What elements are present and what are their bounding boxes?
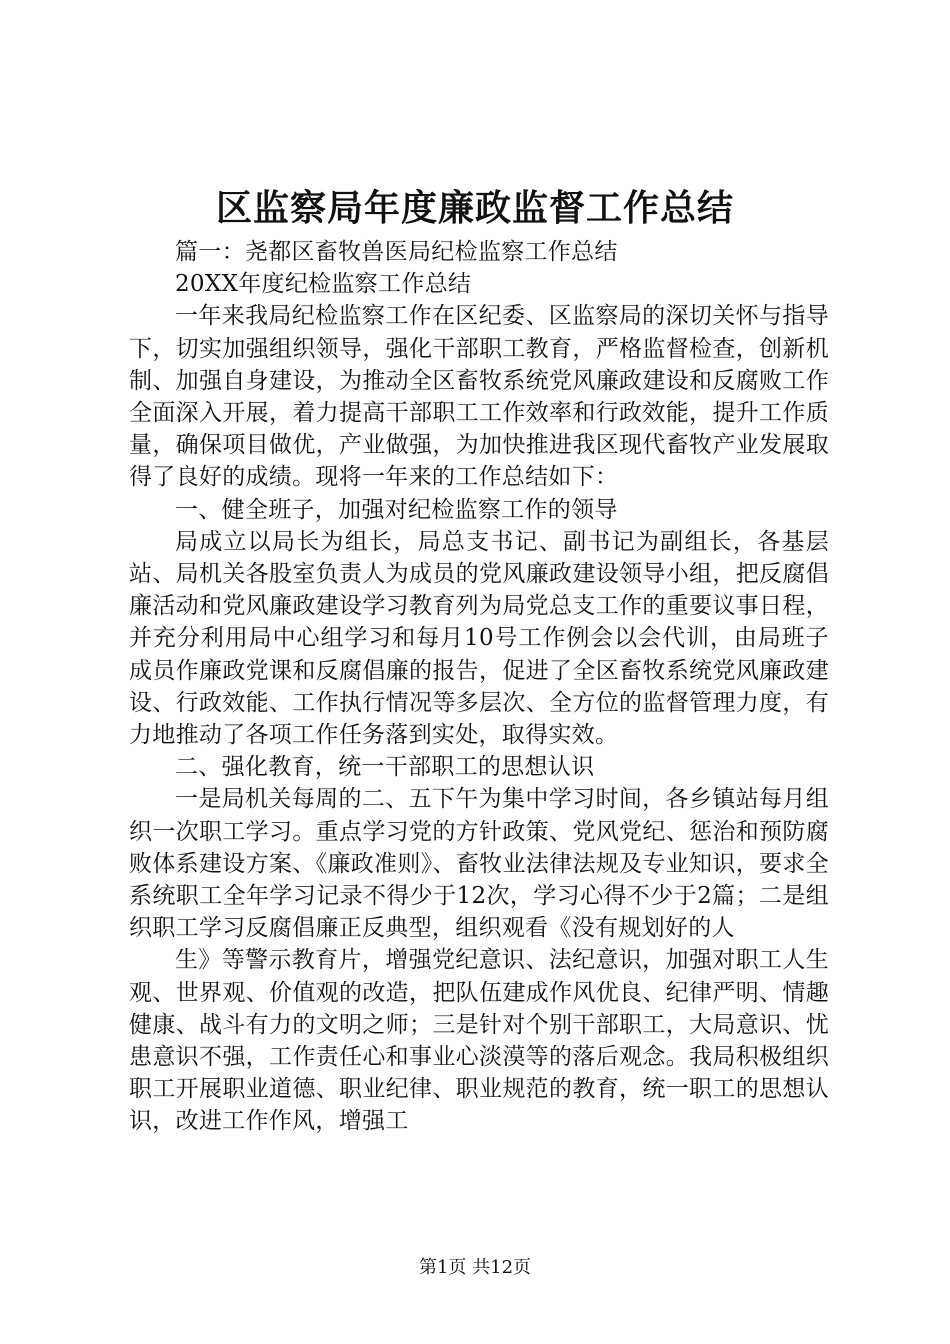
section-heading-2: 二、强化教育，统一干部职工的思想认识 bbox=[175, 754, 595, 781]
document-title: 区监察局年度廉政监督工作总结 bbox=[215, 187, 734, 229]
document-body bbox=[129, 236, 829, 1138]
page-number: 第1页 共12页 bbox=[418, 1257, 532, 1278]
paragraph-section-1: 局成立以局长为组长，局总支书记、副书记为副组长，各基层站、局机关各股室负责人为成员的党风廉政建设领导小组，把反腐倡廉活动和党风廉政建设学习教育列为局党总支工作的重要议事日程，并充分利用局中心组学习和每月10号工作例会以会代训，由局班子成员作廉政党课和反腐倡廉的报告，促进了全区畜牧系统党风廉政建设、行政效能、工作执行情况等多层次、全方位的监督管理力度，有力地推动了各项工作任务落到实处，取得实效。 bbox=[129, 528, 829, 749]
paragraph-article-heading: 篇一：尧都区畜牧兽医局纪检监察工作总结 bbox=[175, 239, 618, 265]
paragraph-report-title: 20XX年度纪检监察工作总结 bbox=[175, 271, 472, 298]
section-heading-1: 一、健全班子，加强对纪检监察工作的领导 bbox=[175, 496, 618, 523]
paragraph-section-2-part-1: 一是局机关每周的二、五下午为集中学习时间，各乡镇站每月组织一次职工学习。重点学习党的方针政策、党风党纪、惩治和预防腐败体系建设方案、《廉政准则》、畜牧业法律法规及专业知识，要求全系统职工全年学习记录不得少于12次，学习心得不少于2篇；二是组织职工学习反腐倡廉正反典型，组织观看《没有规划好的人 bbox=[129, 786, 829, 942]
paragraph-section-2-part-2: 生》等警示教育片，增强党纪意识、法纪意识，加强对职工人生观、世界观、价值观的改造，把队伍建成作风优良、纪律严明、情趣健康、战斗有力的文明之师；三是针对个别干部职工，大局意识、忧患意识不强，工作责任心和事业心淡漠等的落后观念。我局积极组织职工开展职业道德、职业纪律、职业规范的教育，统一职工的思想认识，改进工作作风，增强工 bbox=[129, 947, 829, 1135]
paragraph-introduction: 一年来我局纪检监察工作在区纪委、区监察局的深切关怀与指导下，切实加强组织领导，强化干部职工教育，严格监督检查，创新机制、加强自身建设，为推动全区畜牧系统党风廉政建设和反腐败工作全面深入开展，着力提高干部职工工作效率和行政效能，提升工作质量，确保项目做优，产业做强，为加快推进我区现代畜牧产业发展取得了良好的成绩。现将一年来的工作总结如下： bbox=[129, 303, 829, 491]
